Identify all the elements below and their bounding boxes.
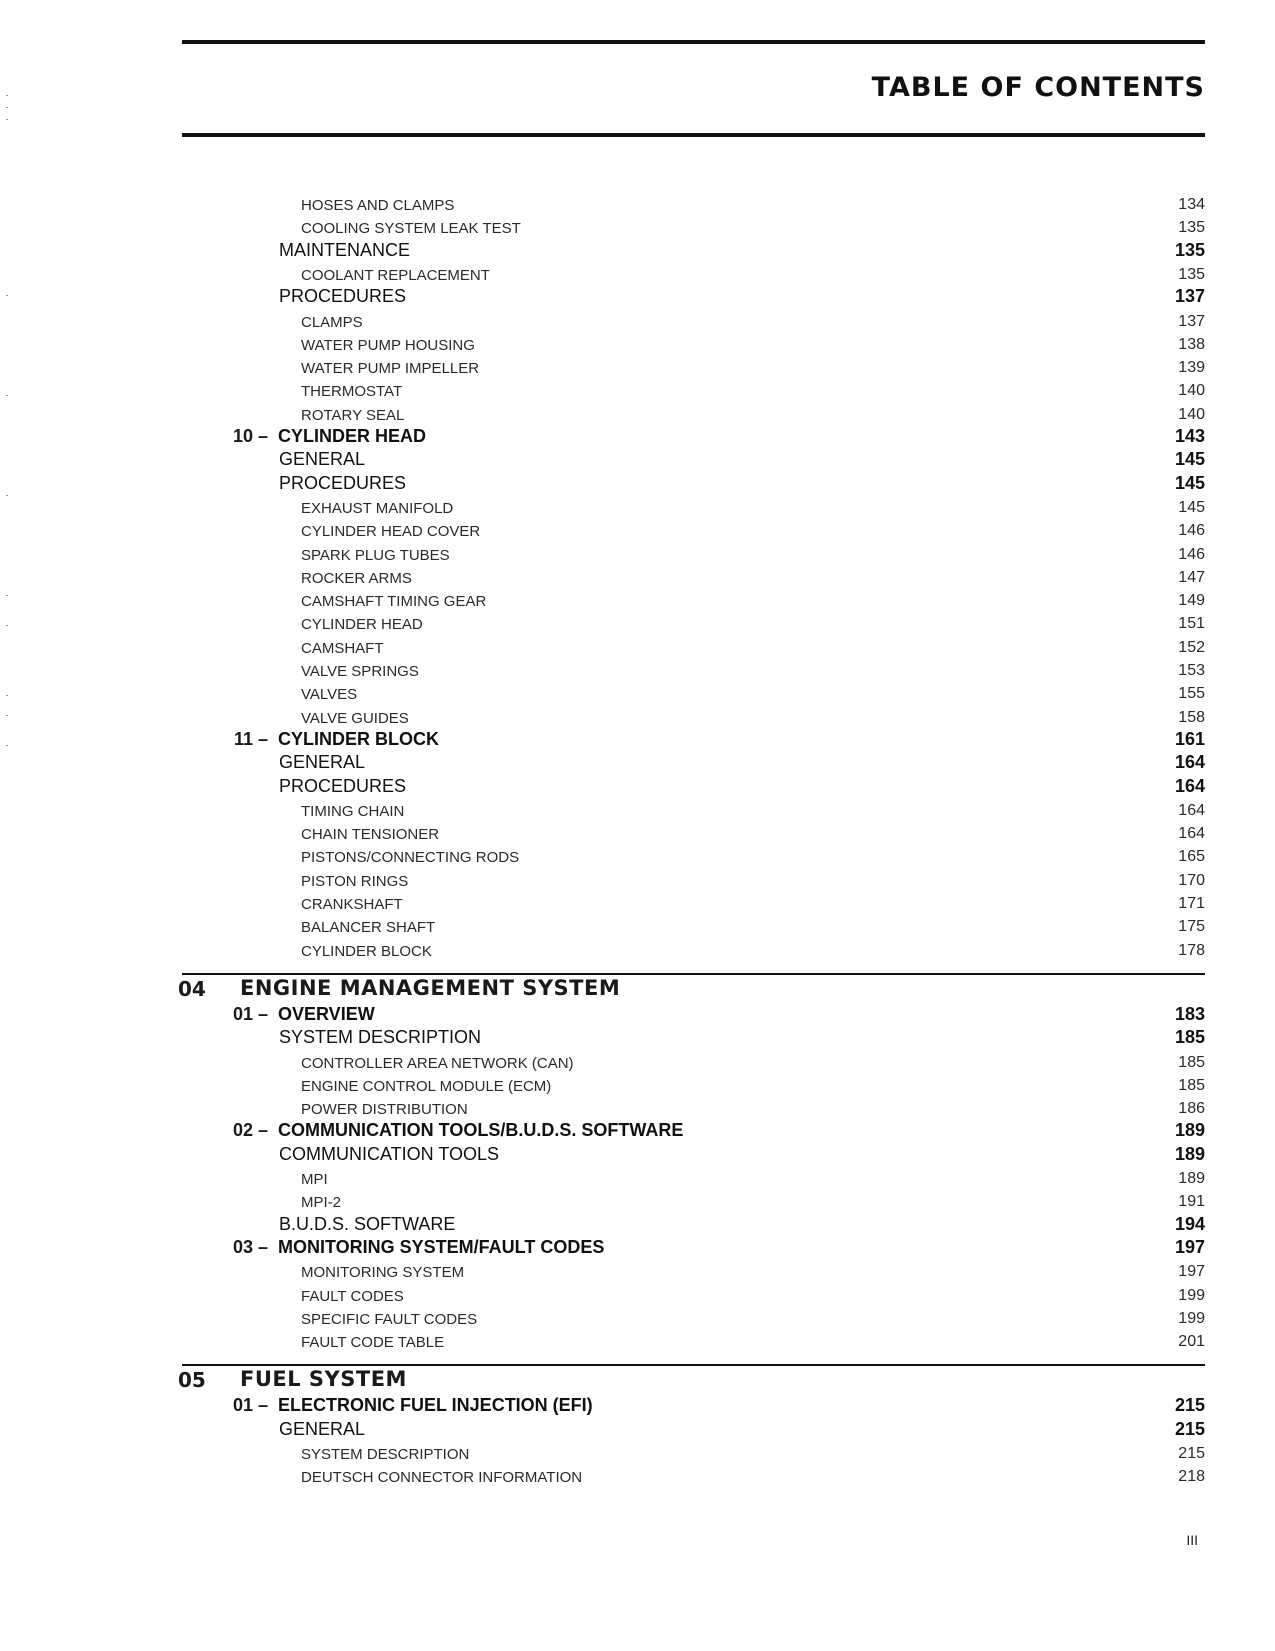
dot-leader <box>442 834 1155 838</box>
page-number: 185 <box>1178 1076 1205 1094</box>
page-number: 146 <box>1178 522 1205 540</box>
entry-title: CYLINDER HEAD <box>301 616 423 634</box>
dot-leader <box>524 228 1155 232</box>
dot-leader <box>407 415 1155 419</box>
page-number: 145 <box>1174 472 1205 493</box>
chapter-number: 02 – <box>232 1120 268 1141</box>
page-number: 134 <box>1178 196 1205 213</box>
dot-leader <box>405 391 1155 395</box>
page-number: 143 <box>1174 426 1205 446</box>
toc-section-entry[interactable] <box>0 470 1275 494</box>
dot-leader <box>522 857 1155 861</box>
toc-subsection-entry[interactable] <box>0 1187 1275 1211</box>
entry-title: FAULT CODES <box>301 1287 404 1305</box>
toc-section-entry[interactable] <box>0 773 1275 797</box>
page-number: 185 <box>1178 1053 1205 1071</box>
dot-leader <box>502 1156 1155 1160</box>
toc-section-entry[interactable] <box>0 1141 1275 1165</box>
chapter-number: 03 – <box>232 1236 268 1257</box>
dot-leader <box>471 1109 1155 1113</box>
toc-subsection-entry[interactable] <box>0 609 1275 633</box>
page-number: 189 <box>1178 1170 1205 1187</box>
dot-leader <box>407 1296 1155 1300</box>
toc-subsection-entry[interactable] <box>0 260 1275 284</box>
entry-title: FAULT CODE TABLE <box>301 1334 445 1352</box>
page-number: 164 <box>1174 752 1205 773</box>
page-number: 175 <box>1178 918 1205 936</box>
page-number: 215 <box>1174 1395 1205 1416</box>
dot-leader <box>585 1477 1155 1481</box>
toc-subsection-entry[interactable] <box>0 516 1275 540</box>
toc-subsection-entry[interactable] <box>0 586 1275 610</box>
dot-leader <box>409 788 1155 792</box>
entry-title: PROCEDURES <box>279 775 407 796</box>
toc-subsection-entry[interactable] <box>0 400 1275 424</box>
page-number: 186 <box>1178 1100 1205 1118</box>
toc-subsection-entry[interactable] <box>0 866 1275 890</box>
toc-chapter-entry[interactable] <box>0 423 1275 447</box>
page-number: 140 <box>1178 405 1205 423</box>
dot-leader <box>368 461 1155 465</box>
page-number: 183 <box>1174 1003 1205 1024</box>
page-number: 137 <box>1178 312 1205 330</box>
toc-chapter-entry[interactable] <box>0 726 1275 750</box>
dot-leader <box>344 1202 1155 1206</box>
toc-subsection-entry[interactable] <box>0 330 1275 354</box>
entry-title: WATER PUMP IMPELLER <box>301 360 480 378</box>
entry-title: THERMOSTAT <box>301 383 403 401</box>
entry-title: GENERAL <box>279 1418 366 1439</box>
page-number: 170 <box>1178 871 1205 889</box>
part-title: FUEL SYSTEM <box>240 1367 407 1392</box>
toc-subsection-entry[interactable] <box>0 1048 1275 1072</box>
entry-title: MPI-2 <box>301 1194 342 1212</box>
chapter-number: 11 – <box>233 728 268 749</box>
page-number: 140 <box>1178 382 1205 400</box>
page-number: 149 <box>1178 592 1205 610</box>
dot-leader <box>331 1179 1155 1183</box>
page-number: 185 <box>1174 1027 1205 1048</box>
toc-subsection-entry[interactable] <box>0 376 1275 400</box>
page-number: 161 <box>1174 728 1205 749</box>
entry-title: CLAMPS <box>301 313 363 331</box>
dot-leader <box>484 1039 1155 1043</box>
entry-title: PISTON RINGS <box>301 872 409 890</box>
entry-title: VALVE GUIDES <box>301 709 409 727</box>
entry-title: PROCEDURES <box>279 286 407 307</box>
dot-leader <box>387 648 1156 652</box>
top-rule <box>182 40 1205 44</box>
part-divider <box>182 1364 1205 1366</box>
toc-subsection-entry[interactable] <box>0 1071 1275 1095</box>
entry-title: ROCKER ARMS <box>301 569 412 587</box>
dot-leader <box>456 508 1155 512</box>
page-number: 218 <box>1178 1468 1205 1486</box>
page-number: 165 <box>1178 848 1205 866</box>
dot-leader <box>458 1226 1155 1230</box>
page-number: 178 <box>1178 941 1205 959</box>
page-number: 152 <box>1178 638 1205 656</box>
entry-title: CRANKSHAFT <box>301 896 403 913</box>
entry-title: BALANCER SHAFT <box>301 919 436 937</box>
chapter-number: 01 – <box>232 1395 268 1416</box>
entry-title: CYLINDER HEAD COVER <box>301 523 481 541</box>
part-divider <box>182 973 1205 975</box>
toc-section-entry[interactable] <box>0 1024 1275 1048</box>
entry-title: WATER PUMP HOUSING <box>301 336 475 354</box>
page-number: 191 <box>1178 1193 1205 1211</box>
page-number: 158 <box>1178 708 1205 726</box>
entry-title: DEUTSCH CONNECTOR INFORMATION <box>301 1469 583 1487</box>
dot-leader <box>360 694 1155 698</box>
toc-subsection-entry[interactable] <box>0 1304 1275 1328</box>
entry-title: ELECTRONIC FUEL INJECTION (EFI) <box>278 1395 593 1416</box>
toc-subsection-entry[interactable] <box>0 679 1275 703</box>
dot-leader <box>407 811 1155 815</box>
dot-leader <box>577 1063 1155 1067</box>
entry-title: COOLANT REPLACEMENT <box>301 266 490 284</box>
dot-leader <box>457 205 1155 209</box>
toc-section-entry[interactable] <box>0 283 1275 307</box>
dot-leader <box>453 555 1155 559</box>
dot-leader <box>480 1319 1155 1323</box>
dot-leader <box>483 531 1155 535</box>
page-number: 189 <box>1174 1143 1205 1164</box>
toc-subsection-entry[interactable] <box>0 819 1275 843</box>
entry-title: GENERAL <box>279 752 366 773</box>
toc-subsection-entry[interactable] <box>0 540 1275 564</box>
dot-leader <box>415 578 1155 582</box>
entry-title: PROCEDURES <box>279 472 407 493</box>
toc-subsection-entry[interactable] <box>0 1439 1275 1463</box>
entry-title: OVERVIEW <box>278 1003 375 1024</box>
dot-leader <box>554 1086 1155 1090</box>
entry-title: VALVES <box>301 686 358 704</box>
page-number: 201 <box>1178 1333 1205 1351</box>
page-number: 145 <box>1174 449 1205 470</box>
toc-subsection-entry[interactable] <box>0 912 1275 936</box>
page-number: 199 <box>1178 1286 1205 1304</box>
toc-subsection-entry[interactable] <box>0 190 1275 214</box>
dot-leader <box>368 1431 1155 1435</box>
chapter-number: 10 – <box>232 426 268 446</box>
entry-title: COMMUNICATION TOOLS/B.U.D.S. SOFTWARE <box>278 1120 684 1141</box>
dot-leader <box>378 1016 1155 1020</box>
entry-title: PISTONS/CONNECTING RODS <box>301 849 520 867</box>
toc-subsection-entry[interactable] <box>0 656 1275 680</box>
toc-subsection-entry[interactable] <box>0 563 1275 587</box>
entry-title: POWER DISTRIBUTION <box>301 1101 468 1119</box>
page-number: 189 <box>1174 1120 1205 1141</box>
toc-subsection-entry[interactable] <box>0 633 1275 657</box>
toc-subsection-entry[interactable] <box>0 889 1275 913</box>
dot-leader <box>489 601 1155 605</box>
page-number: 215 <box>1178 1445 1205 1462</box>
part-number: 05 <box>178 1368 206 1393</box>
page-number: 215 <box>1174 1418 1205 1439</box>
toc-section-entry[interactable] <box>0 1211 1275 1235</box>
page-number: 171 <box>1178 895 1205 912</box>
page-number: 164 <box>1174 775 1205 796</box>
dot-leader <box>422 671 1155 675</box>
page-number: 164 <box>1178 825 1205 843</box>
dot-leader <box>409 298 1155 302</box>
entry-title: CYLINDER BLOCK <box>301 942 432 960</box>
dot-leader <box>409 485 1155 489</box>
dot-leader <box>467 1272 1155 1276</box>
page-number: 135 <box>1178 219 1205 237</box>
toc-chapter-entry[interactable] <box>0 1117 1275 1141</box>
entry-title: MONITORING SYSTEM <box>301 1264 465 1282</box>
entry-title: ROTARY SEAL <box>301 406 405 424</box>
entry-title: SPECIFIC FAULT CODES <box>301 1310 478 1328</box>
toc-subsection-entry[interactable] <box>0 1257 1275 1281</box>
dot-leader <box>368 764 1155 768</box>
dot-leader <box>596 1407 1155 1411</box>
toc-subsection-entry[interactable] <box>0 213 1275 237</box>
toc-subsection-entry[interactable] <box>0 1094 1275 1118</box>
entry-title: COOLING SYSTEM LEAK TEST <box>301 220 521 238</box>
entry-title: GENERAL <box>279 449 366 470</box>
toc-subsection-entry[interactable] <box>0 796 1275 820</box>
page-title: TABLE OF CONTENTS <box>871 72 1205 103</box>
toc-chapter-entry[interactable] <box>0 1392 1275 1416</box>
page-number: 146 <box>1178 545 1205 563</box>
page-number: 137 <box>1174 286 1205 307</box>
page-number: 147 <box>1178 568 1205 586</box>
entry-title: TIMING CHAIN <box>301 802 405 820</box>
entry-title: CAMSHAFT <box>301 639 384 657</box>
dot-leader <box>447 1342 1155 1346</box>
entry-title: MONITORING SYSTEM/FAULT CODES <box>278 1236 605 1257</box>
toc-subsection-entry[interactable] <box>0 936 1275 960</box>
entry-title: SYSTEM DESCRIPTION <box>279 1027 482 1048</box>
dot-leader <box>366 322 1155 326</box>
entry-title: CHAIN TENSIONER <box>301 826 440 844</box>
entry-title: B.U.D.S. SOFTWARE <box>279 1213 456 1234</box>
toc-subsection-entry[interactable] <box>0 493 1275 517</box>
toc-subsection-entry[interactable] <box>0 1327 1275 1351</box>
dot-leader <box>478 345 1155 349</box>
toc-subsection-entry[interactable] <box>0 1164 1275 1188</box>
dot-leader <box>438 927 1155 931</box>
entry-title: HOSES AND CLAMPS <box>301 197 455 214</box>
page-number: 138 <box>1178 335 1205 353</box>
toc-subsection-entry[interactable] <box>0 307 1275 331</box>
entry-title: CAMSHAFT TIMING GEAR <box>301 593 487 611</box>
entry-title: CYLINDER HEAD <box>278 426 427 446</box>
toc-subsection-entry[interactable] <box>0 1462 1275 1486</box>
dot-leader <box>472 1454 1155 1458</box>
entry-title: CONTROLLER AREA NETWORK (CAN) <box>301 1054 574 1072</box>
dot-leader <box>412 718 1155 722</box>
toc-section-entry[interactable] <box>0 237 1275 261</box>
entry-title: SYSTEM DESCRIPTION <box>301 1446 470 1463</box>
dot-leader <box>607 1249 1155 1253</box>
page-number: 164 <box>1178 801 1205 819</box>
page-number: 153 <box>1178 662 1205 679</box>
entry-title: ENGINE CONTROL MODULE (ECM) <box>301 1077 552 1095</box>
dot-leader <box>426 624 1155 628</box>
dot-leader <box>429 438 1155 442</box>
page-number: 135 <box>1178 265 1205 283</box>
toc-chapter-entry[interactable] <box>0 1234 1275 1258</box>
entry-title: MPI <box>301 1171 328 1188</box>
dot-leader <box>435 951 1155 955</box>
page-number: 197 <box>1178 1263 1205 1281</box>
part-number: 04 <box>178 976 206 1001</box>
footer-page-number: III <box>1186 1532 1198 1548</box>
dot-leader <box>482 368 1155 372</box>
part-title: ENGINE MANAGEMENT SYSTEM <box>240 975 621 1000</box>
entry-title: EXHAUST MANIFOLD <box>301 499 454 517</box>
toc-subsection-entry[interactable] <box>0 842 1275 866</box>
page-number: 145 <box>1178 498 1205 516</box>
page-number: 139 <box>1178 359 1205 377</box>
entry-title: COMMUNICATION TOOLS <box>279 1143 500 1164</box>
dot-leader <box>686 1132 1155 1136</box>
page-number: 135 <box>1174 239 1205 260</box>
dot-leader <box>413 252 1155 256</box>
toc-chapter-entry[interactable] <box>0 1001 1275 1025</box>
dot-leader <box>406 904 1155 908</box>
page-number: 194 <box>1174 1213 1205 1234</box>
title-rule <box>182 133 1205 137</box>
toc-section-entry[interactable] <box>0 1416 1275 1440</box>
page-number: 197 <box>1174 1236 1205 1257</box>
dot-leader <box>411 881 1155 885</box>
entry-title: MAINTENANCE <box>279 239 411 260</box>
page-number: 155 <box>1178 685 1205 703</box>
toc-subsection-entry[interactable] <box>0 353 1275 377</box>
toc-section-entry[interactable] <box>0 749 1275 773</box>
page-number: 151 <box>1178 615 1205 633</box>
entry-title: VALVE SPRINGS <box>301 663 419 680</box>
chapter-number: 01 – <box>232 1003 268 1024</box>
entry-title: SPARK PLUG TUBES <box>301 546 450 564</box>
toc-subsection-entry[interactable] <box>0 1281 1275 1305</box>
page-number: 199 <box>1178 1309 1205 1327</box>
dot-leader <box>493 275 1155 279</box>
toc-section-entry[interactable] <box>0 446 1275 470</box>
entry-title: CYLINDER BLOCK <box>278 728 439 749</box>
toc-subsection-entry[interactable] <box>0 703 1275 727</box>
dot-leader <box>442 741 1155 745</box>
